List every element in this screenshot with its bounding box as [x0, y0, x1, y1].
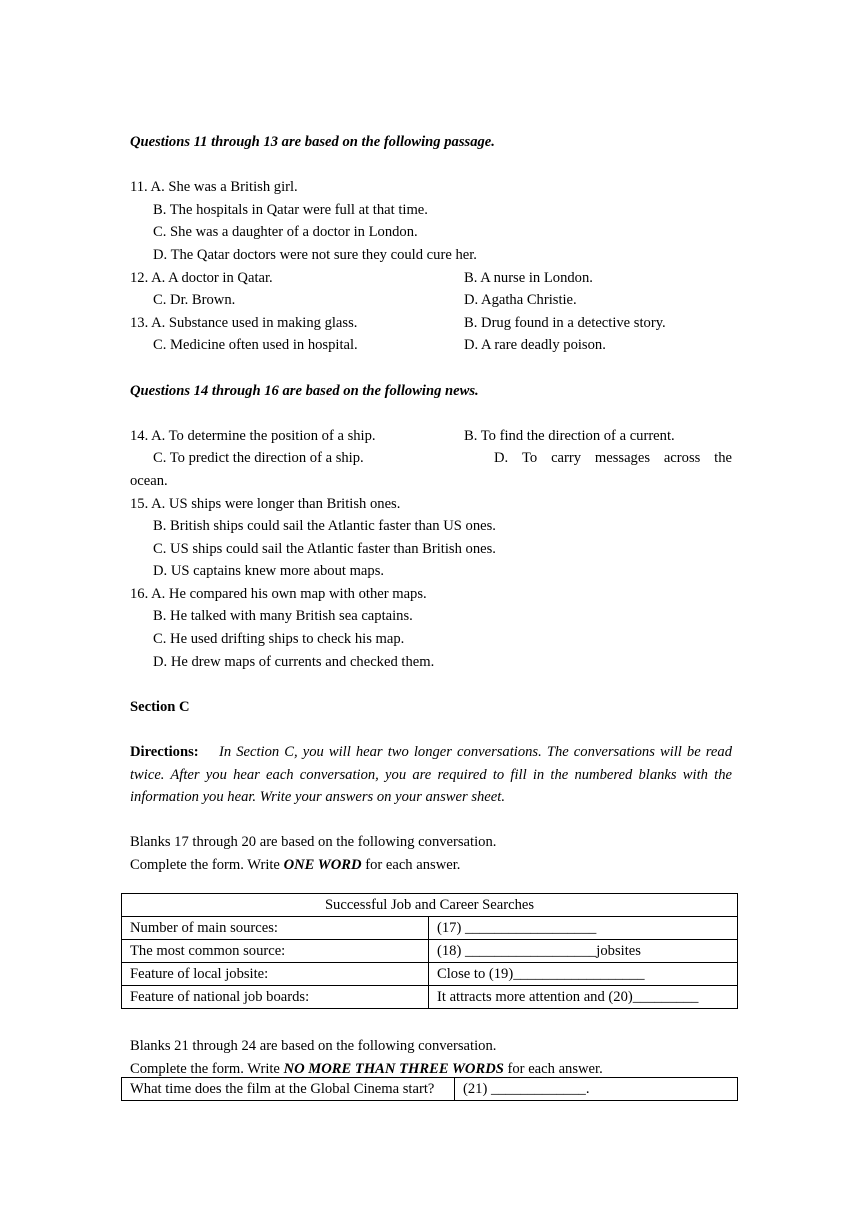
directions-paragraph [130, 741, 732, 809]
q12-option-d: D. Agatha Christie. [464, 292, 577, 309]
q12-option-a: 12. A. A doctor in Qatar. [130, 269, 273, 286]
instruction-emphasis: ONE WORD [283, 857, 362, 873]
q11-option-b: B. The hospitals in Qatar were full at that time. [153, 201, 428, 218]
q13-row-2 [130, 334, 732, 357]
second-conversation-intro [130, 1035, 732, 1080]
row-blank-20[interactable]: It attracts more attention and (20)_________ [429, 986, 738, 1009]
q15-option-d: D. US captains knew more about maps. [153, 563, 385, 580]
table-title: Successful Job and Career Searches [122, 894, 738, 917]
blanks-21-24-intro: Blanks 21 through 24 are based on the following conversation. [130, 1038, 497, 1054]
row-blank-18[interactable]: (18) __________________jobsites [429, 940, 738, 963]
q16-option-c: C. He used drifting ships to check his map. [153, 631, 405, 648]
q14-option-d [464, 447, 732, 470]
q14-row-1 [130, 425, 732, 448]
table-row [122, 917, 738, 940]
directions-text: In Section C, you will hear two longer conversations. The conversations will be read twice. After you hear each conversation, you are required to fill in the numbered blanks with the information you hear. Write your answers on your answer sheet. [130, 744, 733, 806]
q12-option-b: B. A nurse in London. [464, 269, 593, 286]
q14-option-b: B. To find the direction of a current. [464, 427, 675, 444]
instruction-text: Complete the form. Write [130, 1060, 284, 1077]
row-label: Feature of local jobsite: [122, 963, 429, 986]
q12-option-c: C. Dr. Brown. [153, 292, 236, 309]
q12-row-2 [130, 289, 732, 312]
table-row [122, 986, 738, 1009]
complete-form-instruction [130, 854, 732, 877]
row-label: Number of main sources: [122, 917, 429, 940]
q12-row-1 [130, 267, 732, 290]
word: D. [494, 450, 509, 467]
question-group-header: Questions 11 through 13 are based on the following passage. [130, 134, 495, 150]
instruction-text: for each answer. [503, 1060, 603, 1077]
q13-option-c: C. Medicine often used in hospital. [153, 337, 358, 354]
row-blank-17[interactable]: (17) __________________ [429, 917, 738, 940]
row-blank-19[interactable]: Close to (19)__________________ [429, 963, 738, 986]
q13-option-d: D. A rare deadly poison. [464, 337, 606, 354]
q11-option-d: D. The Qatar doctors were not sure they could cure her. [153, 246, 477, 263]
q11-option-a: 11. A. She was a British girl. [130, 179, 298, 196]
instruction-emphasis: NO MORE THAN THREE WORDS [283, 1060, 504, 1077]
word: the [714, 450, 732, 467]
q11-option-c: C. She was a daughter of a doctor in London. [153, 224, 418, 241]
q15-option-a: 15. A. US ships were longer than British ones. [130, 495, 401, 512]
q13-option-b: B. Drug found in a detective story. [464, 314, 666, 331]
q16-option-b: B. He talked with many British sea captains. [153, 608, 413, 625]
instruction-text: Complete the form. Write [130, 857, 284, 873]
row-label: The most common source: [122, 940, 429, 963]
job-search-table [121, 893, 738, 1009]
q16-option-d: D. He drew maps of currents and checked them. [153, 653, 435, 670]
table-row [122, 940, 738, 963]
q15-option-c: C. US ships could sail the Atlantic faster than British ones. [153, 540, 496, 557]
directions-label: Directions: [130, 744, 199, 761]
cinema-table [121, 1077, 738, 1101]
section-title: Section C [130, 698, 190, 715]
blanks-17-20-intro: Blanks 17 through 20 are based on the following conversation. [130, 834, 497, 851]
document-page [130, 131, 732, 877]
table-row [122, 1078, 738, 1101]
word: messages [594, 450, 650, 467]
q14-option-d-continued: ocean. [130, 472, 168, 489]
row-label: Feature of national job boards: [122, 986, 429, 1009]
word: To [522, 450, 538, 467]
q16-option-a: 16. A. He compared his own map with other maps. [130, 585, 427, 602]
word: carry [551, 450, 582, 467]
q14-option-a: 14. A. To determine the position of a ship. [130, 427, 376, 444]
q13-row-1 [130, 312, 732, 335]
q13-option-a: 13. A. Substance used in making glass. [130, 314, 358, 331]
row-label: What time does the film at the Global Cinema start? [122, 1078, 455, 1101]
question-group-header: Questions 14 through 16 are based on the following news. [130, 382, 479, 399]
q14-row-2 [130, 447, 732, 470]
q15-option-b: B. British ships could sail the Atlantic faster than US ones. [153, 518, 496, 535]
q14-option-c: C. To predict the direction of a ship. [153, 450, 364, 467]
word: across [663, 450, 701, 467]
row-blank-21[interactable]: (21) _____________. [455, 1078, 738, 1101]
table-row [122, 963, 738, 986]
instruction-text: for each answer. [361, 857, 461, 873]
